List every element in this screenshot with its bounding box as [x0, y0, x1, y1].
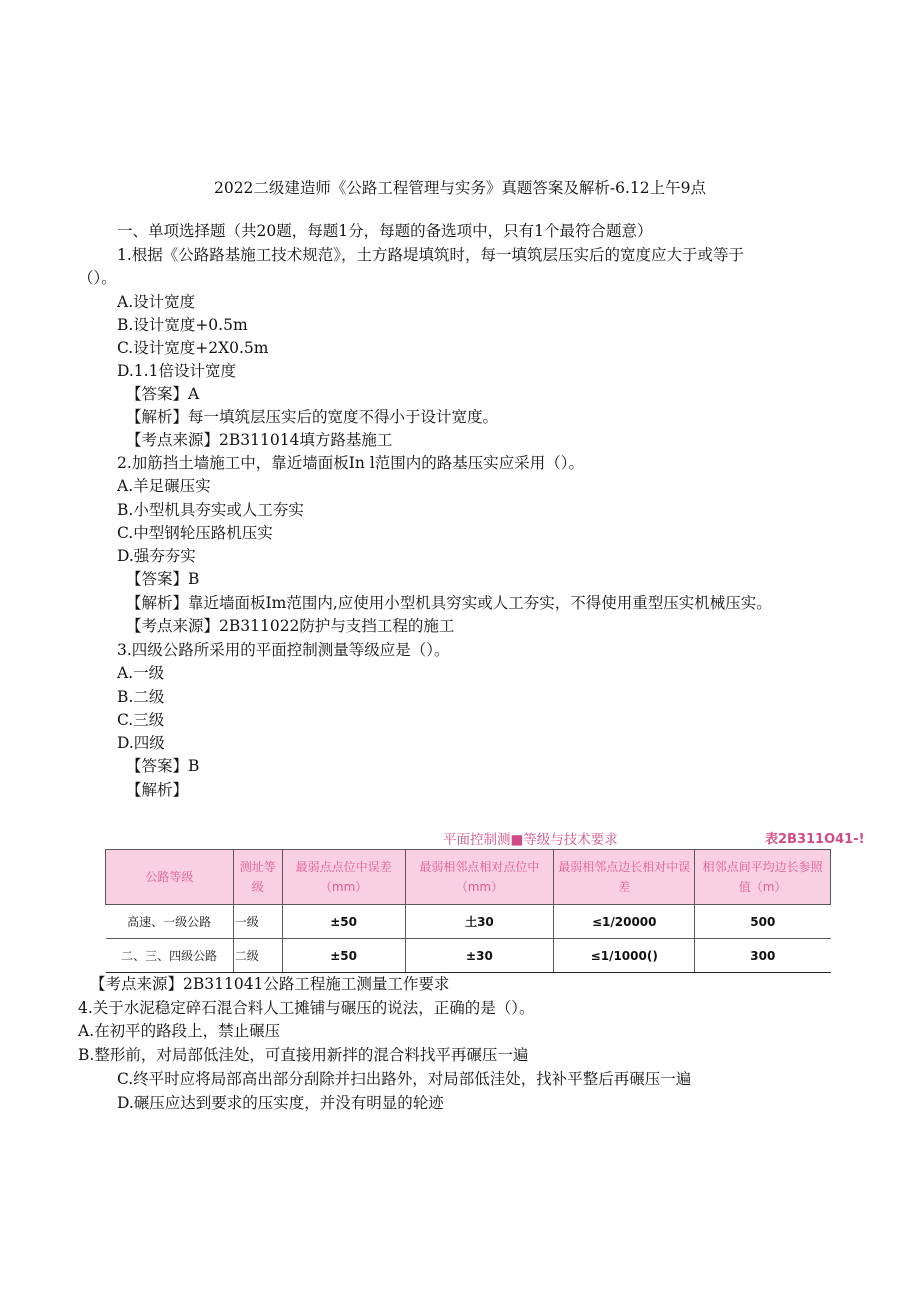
q1-answer: 【答案】A	[126, 385, 200, 403]
q2-option-a: A.羊足碾压实	[117, 477, 211, 495]
q2-stem: 2.加筋挡土墙施工中，靠近墙面板In l范围内的路基压实应采用（）。	[117, 454, 585, 472]
section-heading: 一、单项选择题（共20题，每题1分，每题的备选项中，只有1个最符合题意）	[117, 222, 653, 240]
q2-option-d: D.强夯夯实	[117, 547, 196, 565]
q1-option-c: C.设计宽度+2X0.5m	[117, 339, 269, 357]
header-relative-point-error: 最弱相邻点相对点位中（mm）	[405, 850, 554, 905]
q1-option-a: A.设计宽度	[117, 293, 196, 311]
q4-option-c: C.终平时应将局部高出部分刮除并扫出路外，对局部低洼处，找补平整后再碾压一遍	[117, 1070, 692, 1088]
table-cell: ≤1/1000()	[554, 939, 695, 973]
table-cell: 二、三、四级公路	[106, 939, 234, 973]
header-avg-side-length: 相邻点间平均边长参照值（m）	[695, 850, 831, 905]
table-cell: 二级	[233, 939, 282, 973]
table-cell: 一级	[233, 905, 282, 939]
q3-option-b: B.二级	[117, 688, 165, 706]
q4-option-b: B.整形前，对局部低洼处，可直接用新拌的混合料找平再碾压一遍	[78, 1046, 529, 1064]
q2-option-c: C.中型钢轮压路机压实	[117, 524, 273, 542]
table-number: 表2B311O41-!	[765, 832, 865, 847]
header-point-error: 最弱点点位中误差（mm）	[282, 850, 405, 905]
q4-stem: 4.关于水泥稳定碎石混合料人工摊铺与碾压的说法，正确的是（）。	[78, 999, 535, 1017]
table-cell: 土30	[405, 905, 554, 939]
document-title: 2022二级建造师《公路工程管理与实务》真题答案及解析-6.12上午9点	[213, 179, 707, 197]
table-row	[106, 905, 831, 939]
q2-analysis: 【解析】靠近墙面板Im范围内,应使用小型机具穷实或人工夯实，不得使用重型压实机械压实。	[126, 594, 772, 612]
header-survey-grade: 测址等级	[233, 850, 282, 905]
header-road-grade: 公路等级	[106, 850, 234, 905]
q1-option-b: B.设计宽度+0.5m	[117, 316, 248, 334]
table-cell: ±30	[405, 939, 554, 973]
q4-option-a: A.在初平的路段上，禁止碾压	[78, 1022, 281, 1040]
q3-option-c: C.三级	[117, 711, 165, 729]
q4-option-d: D.碾压应达到要求的压实度，并没有明显的轮迹	[117, 1094, 444, 1112]
table-cell: ≤1/20000	[554, 905, 695, 939]
table-cell: ±50	[282, 939, 405, 973]
table-cell: 500	[695, 905, 831, 939]
q3-option-a: A.一级	[117, 664, 165, 682]
table-cell: ±50	[282, 905, 405, 939]
q1-stem-cont: （）。	[78, 269, 117, 287]
q3-analysis: 【解析】	[126, 781, 189, 799]
table-cell: 高速、一级公路	[106, 905, 234, 939]
table-header-row	[106, 850, 831, 905]
q2-option-b: B.小型机具夯实或人工夯实	[117, 501, 304, 519]
table-row	[106, 939, 831, 973]
q1-stem: 1.根据《公路路基施工技术规范》，土方路堤填筑时，每一填筑层压实后的宽度应大于或等于	[117, 246, 745, 264]
table-cell: 300	[695, 939, 831, 973]
q3-answer: 【答案】B	[126, 757, 200, 775]
q2-source: 【考点来源】2B311022防护与支挡工程的施工	[126, 617, 455, 635]
table-caption: 平面控制测■等级与技术要求	[443, 832, 618, 848]
q3-option-d: D.四级	[117, 734, 165, 752]
q1-option-d: D.1.1倍设计宽度	[117, 362, 236, 380]
q2-answer: 【答案】B	[126, 570, 200, 588]
q1-source: 【考点来源】2B311014填方路基施工	[126, 431, 393, 449]
q3-stem: 3.四级公路所采用的平面控制测量等级应是（）。	[117, 641, 450, 659]
q3-source: 【考点来源】2B311041公路工程施工测量工作要求	[90, 975, 450, 993]
control-survey-table	[105, 849, 831, 973]
header-side-length-error: 最弱相邻点边长相对中误差	[554, 850, 695, 905]
q1-analysis: 【解析】每一填筑层压实后的宽度不得小于设计宽度。	[126, 408, 499, 426]
